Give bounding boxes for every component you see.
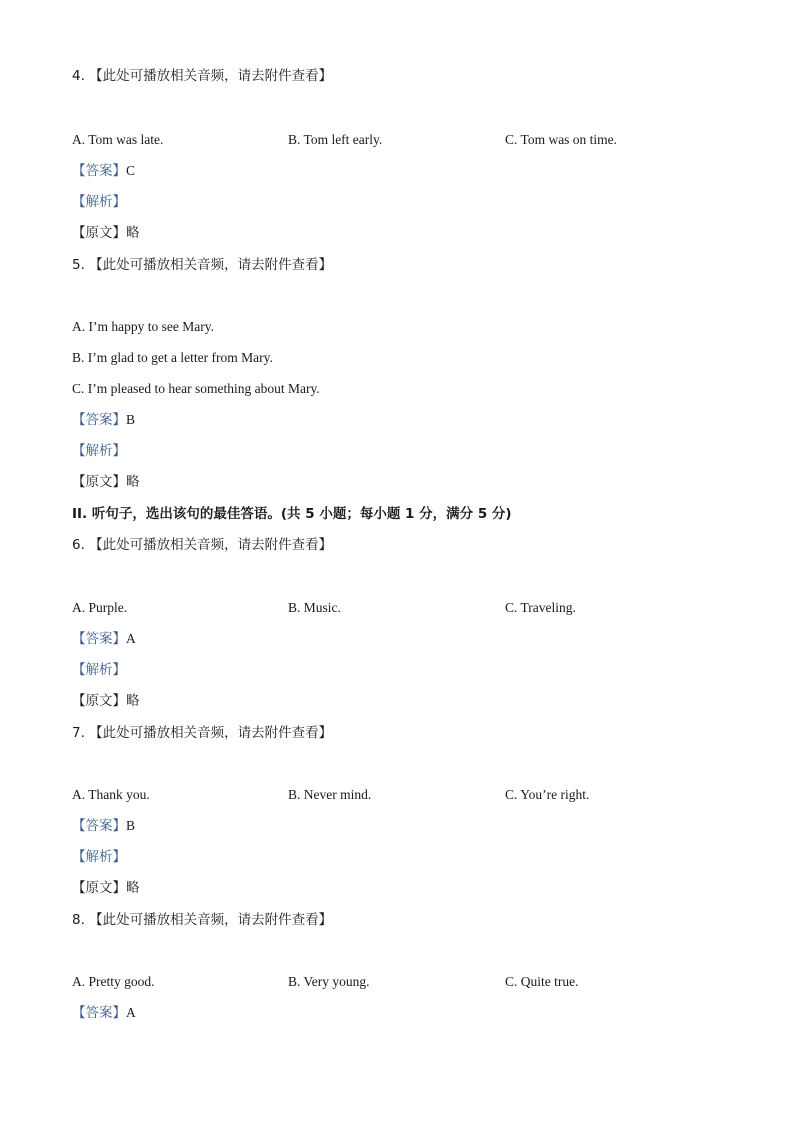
q7-answer-value: B (126, 818, 136, 833)
q7-option-c: C. You’re right. (505, 787, 590, 802)
q5-option-b: B. I’m glad to get a letter from Mary. (72, 350, 273, 365)
q7-original-value: 略 (126, 880, 140, 896)
question-6-prompt: 6. 【此处可播放相关音频，请去附件查看】 (72, 537, 333, 553)
q5-option-a: A. I’m happy to see Mary. (72, 319, 214, 334)
q6-analysis-line (72, 662, 126, 678)
q5-analysis-line (72, 443, 126, 459)
q6-option-a: A. Purple. (72, 600, 128, 615)
q8-option-c: C. Quite true. (505, 974, 579, 989)
q4-option-a: A. Tom was late. (72, 132, 164, 147)
q7-option-a: A. Thank you. (72, 787, 150, 802)
q8-option-b: B. Very young. (288, 974, 370, 989)
q6-original-label: 【原文】 (72, 693, 126, 709)
q4-option-c: C. Tom was on time. (505, 132, 618, 147)
q7-analysis-label: 【解析】 (72, 849, 126, 865)
q5-answer-line (72, 412, 135, 428)
question-7-prompt: 7. 【此处可播放相关音频，请去附件查看】 (72, 725, 333, 741)
section-2-heading (72, 506, 512, 523)
q5-analysis-label: 【解析】 (72, 443, 126, 459)
q6-answer-line (72, 631, 136, 647)
q7-answer-line (72, 818, 135, 834)
q7-answer-label: 【答案】 (72, 818, 126, 834)
q7-option-b: B. Never mind. (288, 787, 372, 802)
section-2-heading-text: II. 听句子，选出该句的最佳答语。(共 5 小题；每小题 1 分，满分 5 分) (72, 506, 512, 522)
q7-original-label: 【原文】 (72, 880, 126, 896)
q5-original-line (72, 474, 140, 490)
q6-option-c: C. Traveling. (505, 600, 576, 615)
q8-answer-value: A (126, 1005, 136, 1020)
q6-option-b: B. Music. (288, 600, 341, 615)
q7-analysis-line (72, 849, 126, 865)
q8-option-a: A. Pretty good. (72, 974, 155, 989)
q8-answer-line (72, 1005, 136, 1021)
q5-original-value: 略 (126, 474, 140, 490)
q5-answer-value: B (126, 412, 136, 427)
question-8-prompt: 8. 【此处可播放相关音频，请去附件查看】 (72, 912, 333, 928)
q6-original-line (72, 693, 140, 709)
q6-analysis-label: 【解析】 (72, 662, 126, 678)
q4-original-value: 略 (126, 225, 140, 241)
q6-answer-value: A (126, 631, 136, 646)
q5-answer-label: 【答案】 (72, 412, 126, 428)
q4-analysis-line (72, 194, 126, 210)
q4-original-line (72, 225, 140, 241)
q6-answer-label: 【答案】 (72, 631, 126, 647)
q4-option-b: B. Tom left early. (288, 132, 383, 147)
question-5-prompt: 5. 【此处可播放相关音频，请去附件查看】 (72, 257, 333, 273)
q4-answer-label: 【答案】 (72, 163, 126, 179)
q4-answer-value: C (126, 163, 136, 178)
q7-original-line (72, 880, 140, 896)
q8-answer-label: 【答案】 (72, 1005, 126, 1021)
q6-original-value: 略 (126, 693, 140, 709)
question-4-prompt: 4. 【此处可播放相关音频，请去附件查看】 (72, 68, 333, 84)
q5-option-c: C. I’m pleased to hear something about Mary. (72, 381, 320, 396)
q4-analysis-label: 【解析】 (72, 194, 126, 210)
q4-original-label: 【原文】 (72, 225, 126, 241)
q4-answer-line (72, 163, 135, 179)
q5-original-label: 【原文】 (72, 474, 126, 490)
